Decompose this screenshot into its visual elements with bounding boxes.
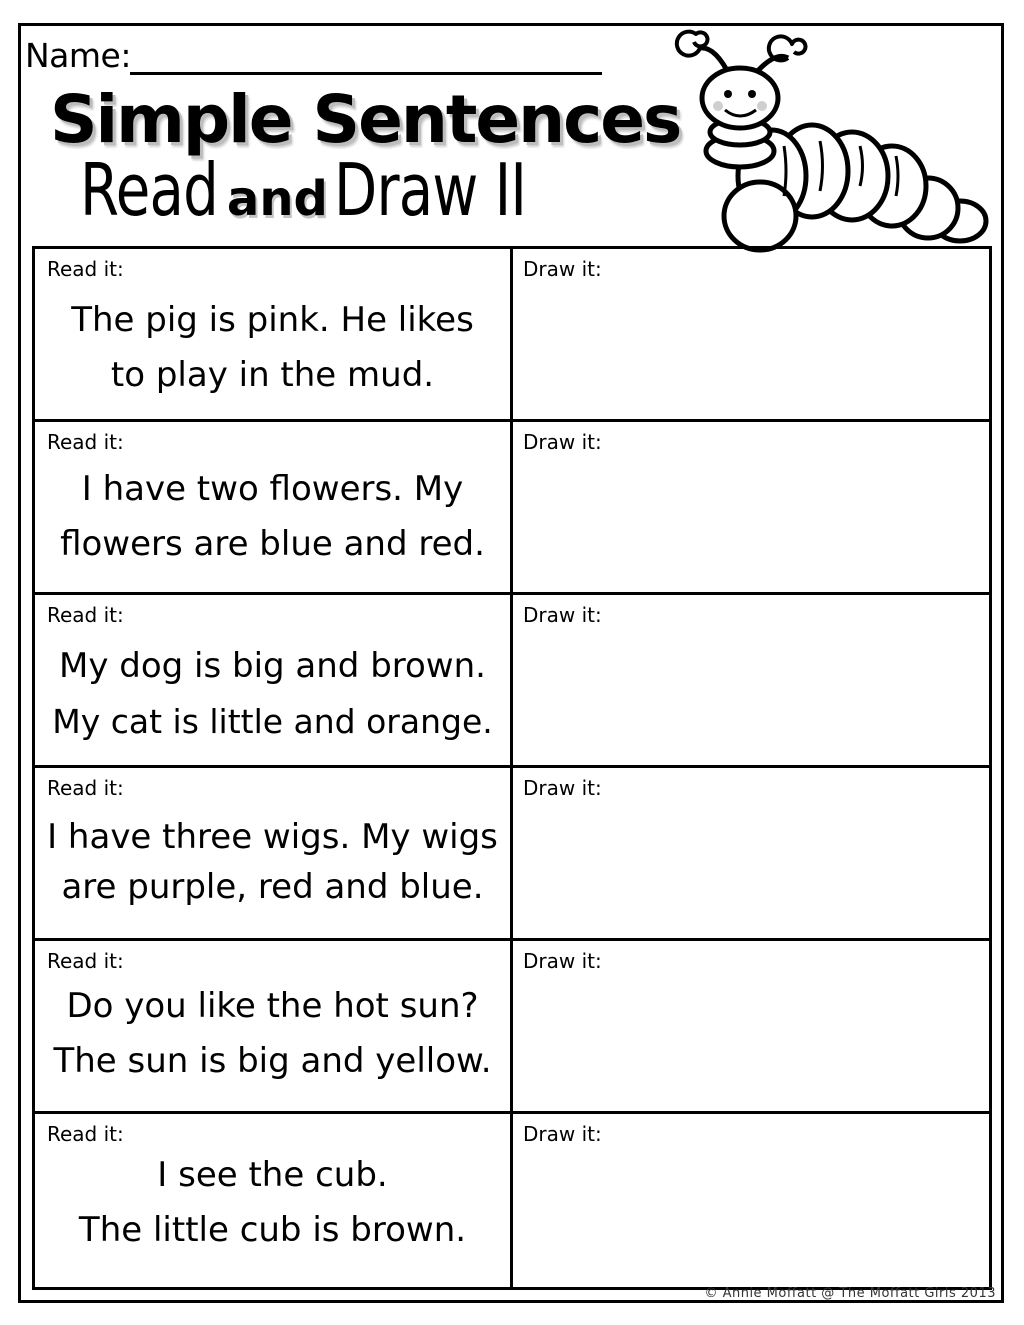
- sentence-line: The sun is big and yellow.: [53, 1041, 492, 1081]
- name-label: Name:: [25, 36, 131, 75]
- read-draw-grid: [32, 246, 992, 1290]
- read-cell: [35, 1114, 513, 1287]
- sentence: [35, 639, 510, 749]
- draw-cell[interactable]: [513, 768, 989, 941]
- sentence: [35, 1148, 510, 1258]
- read-label: Read it:: [47, 603, 124, 627]
- worksheet-subtitle: [80, 148, 580, 240]
- subtitle-draw: Draw II: [333, 148, 527, 232]
- read-cell: [35, 941, 513, 1114]
- read-label: Read it:: [47, 949, 124, 973]
- sentence-line: I see the cub.: [157, 1155, 388, 1195]
- draw-cell[interactable]: [513, 941, 989, 1114]
- sentence-line: The pig is pink. He likes: [71, 300, 474, 340]
- sentence-line: flowers are blue and red.: [60, 524, 485, 564]
- draw-cell[interactable]: [513, 595, 989, 768]
- sentence-line: I have three wigs. My wigs: [47, 817, 498, 857]
- read-cell: [35, 249, 513, 422]
- read-cell: [35, 595, 513, 768]
- read-label: Read it:: [47, 1122, 124, 1146]
- name-write-line: [130, 72, 602, 75]
- sentence-line: My cat is little and orange.: [52, 702, 493, 741]
- sentence: [35, 979, 510, 1089]
- subtitle-read: Read: [80, 148, 218, 232]
- draw-label: Draw it:: [523, 949, 602, 973]
- draw-label: Draw it:: [523, 776, 602, 800]
- draw-label: Draw it:: [523, 1122, 602, 1146]
- sentence-line: The little cub is brown.: [78, 1210, 467, 1250]
- draw-label: Draw it:: [523, 430, 602, 454]
- read-label: Read it:: [47, 430, 124, 454]
- sentence: [35, 812, 510, 912]
- name-row: [25, 30, 131, 76]
- draw-label: Draw it:: [523, 257, 602, 281]
- read-label: Read it:: [47, 776, 124, 800]
- sentence-line: I have two flowers. My: [81, 469, 464, 509]
- sentence-line: to play in the mud.: [110, 355, 435, 395]
- sentence-line: Do you like the hot sun?: [66, 986, 479, 1026]
- subtitle-and: and: [226, 171, 328, 227]
- copyright-footer: © Annie Moffatt @ The Moffatt Girls 2013: [704, 1286, 996, 1301]
- draw-cell[interactable]: [513, 249, 989, 422]
- read-cell: [35, 422, 513, 595]
- draw-cell[interactable]: [513, 1114, 989, 1287]
- sentence: [35, 293, 510, 403]
- read-cell: [35, 768, 513, 941]
- caterpillar-icon: [660, 26, 990, 266]
- read-label: Read it:: [47, 257, 124, 281]
- sentence-line: My dog is big and brown.: [59, 646, 486, 686]
- draw-cell[interactable]: [513, 422, 989, 595]
- draw-label: Draw it:: [523, 603, 602, 627]
- worksheet-title: Simple Sentences: [50, 81, 681, 158]
- sentence: [35, 462, 510, 572]
- sentence-line: are purple, red and blue.: [61, 867, 484, 907]
